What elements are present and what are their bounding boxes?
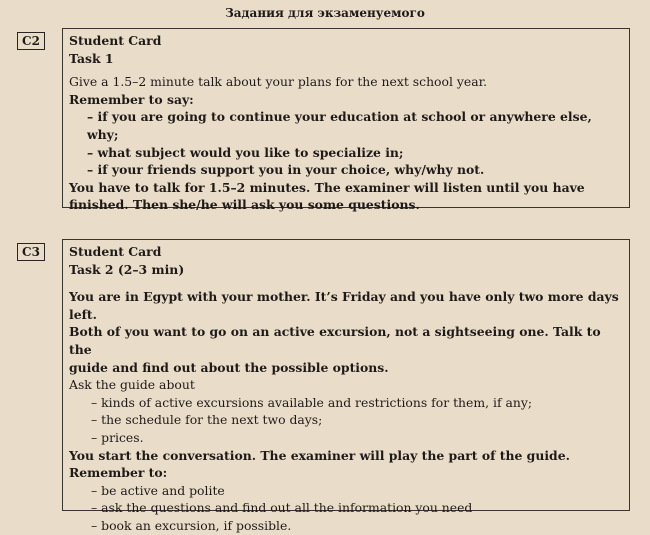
list-item: – book an excursion, if possible. (69, 517, 623, 535)
task-intro: Give a 1.5–2 minute talk about your plans for the next school year. (69, 74, 488, 90)
list-item: – if your friends support you in your choice, why/why not. (69, 161, 623, 179)
task-heading: Task 2 (2–3 min) (69, 261, 185, 277)
closing-line: You have to talk for 1.5–2 minutes. The examiner will listen until you have (69, 179, 585, 195)
list-item: – prices. (69, 429, 623, 447)
student-card-c2 (62, 28, 630, 213)
task-heading: Task 1 (69, 50, 114, 66)
card-title: Student Card (69, 33, 162, 48)
student-card-c3 (62, 239, 630, 533)
remember-heading: Remember to: (69, 465, 168, 481)
task-label-c3: C3 (17, 243, 45, 261)
situation-line: Both of you want to go on an active excursion, not a sightseeing one. Talk to the (69, 324, 601, 357)
list-item: – if you are going to continue your education at school or anywhere else, why; (69, 108, 623, 143)
situation-line: You are in Egypt with your mother. It’s Friday and you have only two more days left. (69, 289, 619, 322)
page-header: Задания для экзаменуемого (225, 6, 425, 20)
start-line: You start the conversation. The examiner will play the part of the guide. (69, 447, 570, 463)
situation-line: guide and find out about the possible options. (69, 359, 389, 375)
list-item: – kinds of active excursions available and restrictions for them, if any; (69, 394, 623, 412)
ask-heading: Ask the guide about (69, 377, 195, 393)
task-label-c2: C2 (17, 32, 45, 50)
list-item: – be active and polite (69, 482, 623, 500)
list-item: – the schedule for the next two days; (69, 411, 623, 429)
closing-line: finished. Then she/he will ask you some questions. (69, 197, 420, 213)
list-item: – what subject would you like to specialize in; (69, 144, 623, 162)
list-item: – ask the questions and find out all the information you need (69, 499, 623, 517)
card-title: Student Card (69, 244, 162, 259)
remember-heading: Remember to say: (69, 91, 194, 107)
